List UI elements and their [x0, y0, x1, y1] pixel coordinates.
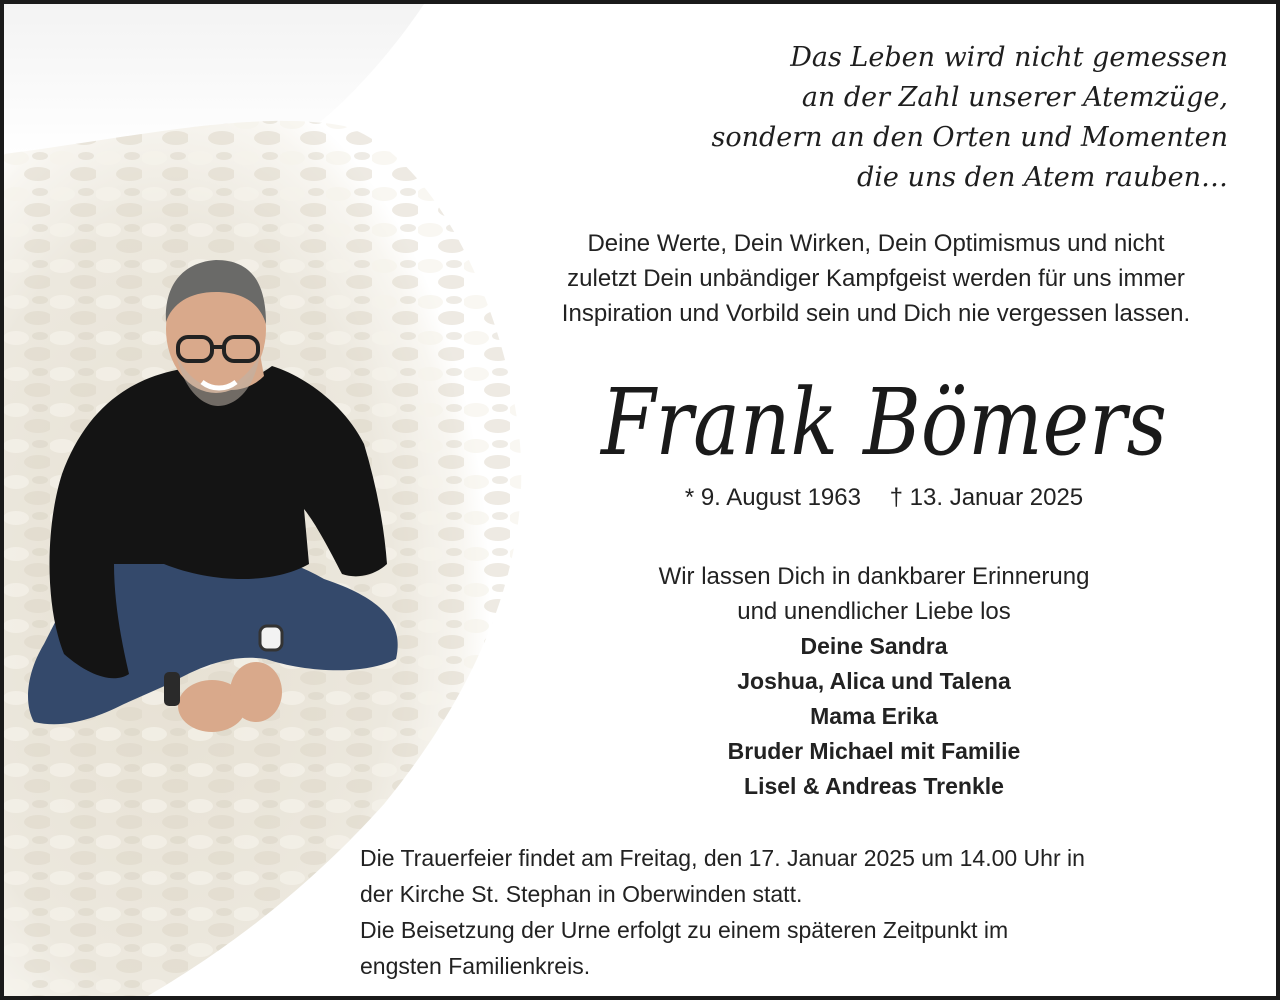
- right-hand: [230, 662, 282, 722]
- quote-line: Das Leben wird nicht gemessen: [790, 42, 1228, 73]
- tribute-line: zuletzt Dein unbändiger Kampfgeist werden für uns immer: [567, 265, 1185, 292]
- life-dates: [564, 484, 1204, 512]
- tribute-text: [504, 226, 1248, 331]
- ceremony-line: Die Beisetzung der Urne erfolgt zu einem späteren Zeitpunkt im: [360, 917, 1009, 943]
- ceremony-line: der Kirche St. Stephan in Oberwinden statt.: [360, 881, 803, 907]
- quote-line: an der Zahl unserer Atemzüge,: [801, 82, 1228, 113]
- farewell-line: und unendlicher Liebe los: [737, 598, 1011, 625]
- ceremony-details: [360, 840, 1250, 984]
- bracelet: [164, 672, 180, 706]
- deceased-name-heading: [564, 342, 1204, 482]
- deceased-name: Frank Bömers: [599, 369, 1167, 476]
- birth-date: * 9. August 1963: [684, 484, 861, 511]
- mourners-list: [524, 629, 1224, 804]
- farewell-line: Wir lassen Dich in dankbarer Erinnerung: [658, 563, 1090, 590]
- ceremony-line: engsten Familienkreis.: [360, 953, 591, 979]
- quote-line: die uns den Atem rauben…: [856, 162, 1228, 193]
- mourner-name: Mama Erika: [810, 703, 938, 729]
- farewell-text: [524, 559, 1224, 629]
- quote-line: sondern an den Orten und Momenten: [711, 122, 1228, 153]
- tribute-line: Inspiration und Vorbild sein und Dich nie vergessen lassen.: [561, 300, 1191, 327]
- watch: [260, 626, 282, 650]
- death-date: † 13. Januar 2025: [889, 484, 1084, 511]
- mourner-name: Bruder Michael mit Familie: [727, 738, 1021, 764]
- tribute-line: Deine Werte, Dein Wirken, Dein Optimismus und nicht: [587, 230, 1165, 257]
- opening-quote: [608, 38, 1228, 198]
- ceremony-line: Die Trauerfeier findet am Freitag, den 17. Januar 2025 um 14.00 Uhr in: [360, 845, 1085, 871]
- mourner-name: Deine Sandra: [800, 633, 948, 659]
- mourner-name: Joshua, Alica und Talena: [737, 668, 1011, 694]
- mourner-name: Lisel & Andreas Trenkle: [744, 773, 1004, 799]
